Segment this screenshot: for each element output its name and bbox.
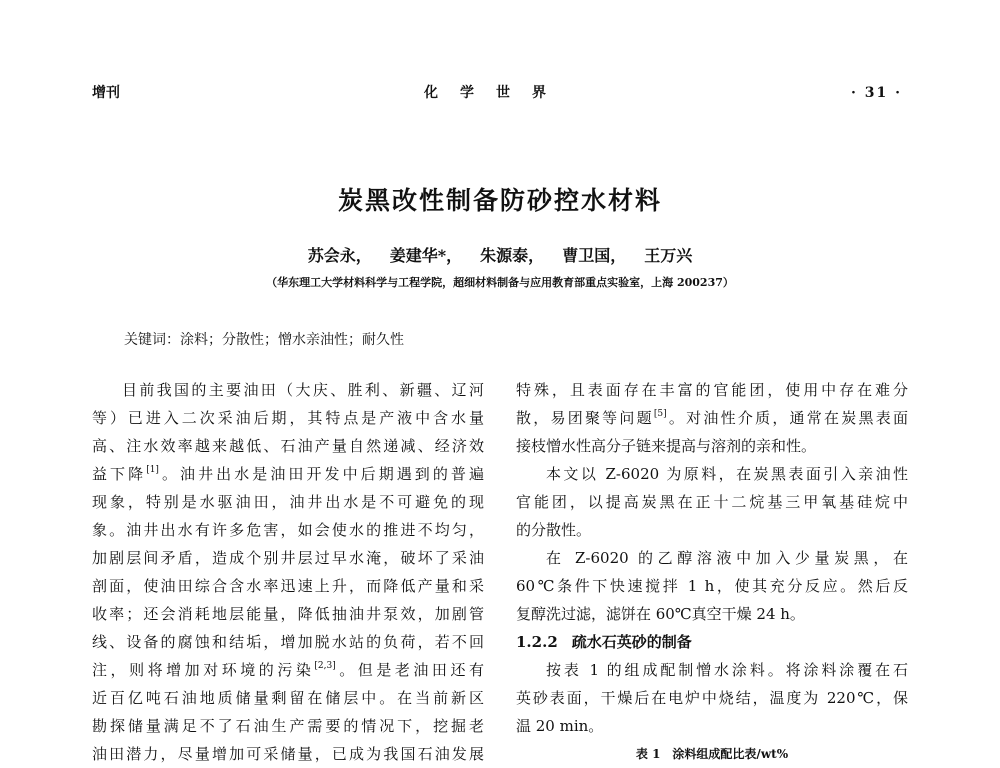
table-caption: 表 1 涂料组成配比表/wt% [635,747,789,761]
body-line: 温 20 min。 [516,717,604,735]
body-line: 复醇洗过滤，滤饼在 60℃真空干燥 24 h。 [516,605,805,623]
body-text: 。但是老油田还有 [335,661,484,679]
body-line: 线、设备的腐蚀和结垢，增加脱水站的负荷，若不回 [92,633,484,651]
section-heading [516,628,908,656]
body-text: 。油井出水是油田开发中后期遇到的普遍 [158,465,484,483]
body-column-right [516,376,908,768]
body-text: 散，易团聚等问题 [516,409,654,427]
section-number: 1.2.2 [516,633,558,651]
running-header-left: 增刊 [92,85,120,101]
paper-title: 炭黑改性制备防砂控水材料 [337,186,662,215]
body-text: 。对油性介质，通常在炭黑表面 [666,409,908,427]
body-line: 油田潜力，尽量增加可采储量，已成为我国石油发展 [92,745,484,763]
body-line: 按表 1 的组成配制憎水涂料。将涂料涂覆在石 [546,661,908,679]
body-line [92,460,484,488]
citation: [2,3] [314,661,336,671]
body-line: 接枝憎水性高分子链来提高与溶剂的亲和性。 [516,437,817,455]
body-line: 现象，特别是水驱油田，油井出水是不可避免的现 [92,493,484,511]
body-line: 剖面，使油田综合含水率迅速上升，而降低产量和采 [92,577,484,595]
body-line: 本文以 Z-6020 为原料，在炭黑表面引入亲油性 [546,465,908,483]
body-text: 注，则将增加对环境的污染 [92,661,315,679]
author-list [0,245,1000,267]
body-line: 等）已进入二次采油后期，其特点是产液中含水量 [92,409,484,427]
section-title: 疏水石英砂的制备 [571,633,692,651]
affiliation: （华东理工大学材料科学与工程学院，超细材料制备与应用教育部重点实验室，上海 200237） [266,276,734,289]
body-line: 特殊，且表面存在丰富的官能团，使用中存在难分 [516,381,908,399]
body-line [92,656,484,684]
body-line: 目前我国的主要油田（大庆、胜利、新疆、辽河 [122,381,484,399]
body-line: 高、注水效率越来越低、石油产量自然递减、经济效 [92,437,484,455]
keywords-value: 涂料；分散性；憎水亲油性；耐久性 [180,332,404,348]
author: 朱源泰， [480,246,545,265]
page-number: · 31 · [851,85,902,101]
body-line: 官能团，以提高炭黑在正十二烷基三甲氧基硅烷中 [516,493,908,511]
body-line: 象。油井出水有许多危害，如会使水的推进不均匀， [92,521,484,539]
journal-name: 化学世界 [424,85,568,101]
keywords-label: 关键词： [124,332,180,348]
keywords [124,330,404,350]
body-line: 英砂表面，干燥后在电炉中烧结，温度为 220℃，保 [516,689,908,707]
body-line [516,404,908,432]
body-line: 勘探储量满足不了石油生产需要的情况下，挖掘老 [92,717,484,735]
author: 王万兴 [644,246,693,265]
body-line: 的分散性。 [516,521,592,539]
author: 苏会永， [307,246,372,265]
citation: [1] [146,465,159,475]
body-text: 益下降 [92,465,147,483]
body-line: 近百亿吨石油地质储量剩留在储层中。在当前新区 [92,689,484,707]
author: 姜建华*， [389,246,463,265]
body-line: 在 Z-6020 的乙醇溶液中加入少量炭黑，在 [546,549,908,567]
body-line: 60℃条件下快速搅拌 1 h，使其充分反应。然后反 [516,577,908,595]
body-line: 加剧层间矛盾，造成个别井层过早水淹，破坏了采油 [92,549,484,567]
body-column-left [92,376,484,768]
author: 曹卫国， [562,246,627,265]
body-line: 收率；还会消耗地层能量，降低抽油井泵效，加剧管 [92,605,484,623]
citation: [5] [653,409,667,419]
